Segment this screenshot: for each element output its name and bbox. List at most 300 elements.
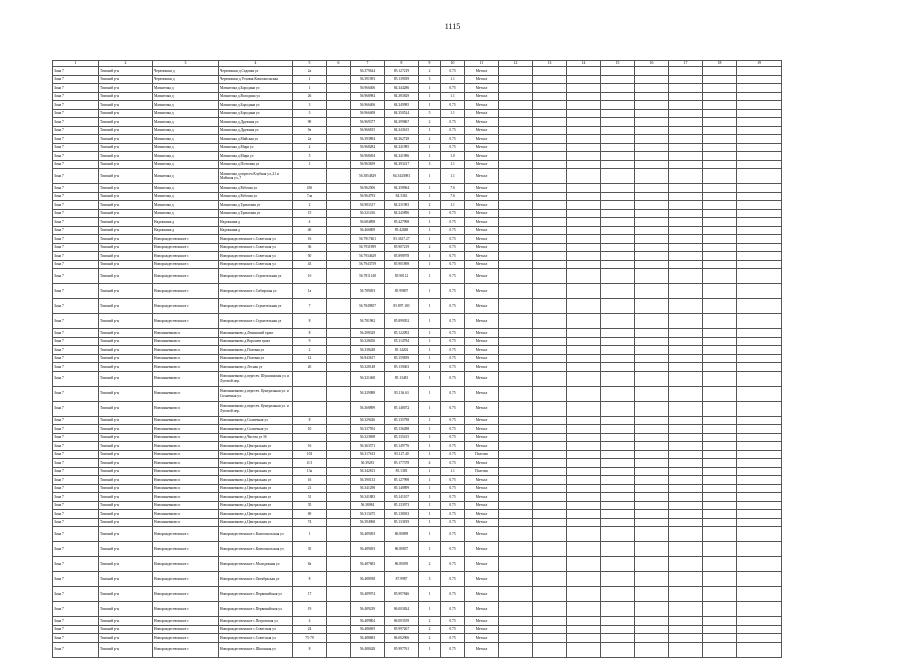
table-cell: Новоиньевково д.Центральная ул	[219, 484, 293, 493]
table-cell	[635, 92, 669, 101]
table-cell: Зона 7	[53, 346, 99, 355]
table-cell: Новорождественское с	[153, 602, 219, 617]
table-cell	[635, 201, 669, 210]
table-cell	[499, 329, 533, 338]
table-cell	[567, 346, 601, 355]
table-cell	[499, 450, 533, 459]
table-cell: Новорождественское с	[153, 617, 219, 626]
table-row	[53, 160, 782, 169]
table-cell	[737, 169, 782, 184]
table-cell: Металл	[465, 542, 499, 557]
table-cell: Зона 7	[53, 501, 99, 510]
table-cell	[669, 284, 703, 299]
table-cell	[533, 135, 567, 144]
table-cell	[533, 572, 567, 587]
table-cell	[737, 467, 782, 476]
table-cell	[327, 299, 351, 314]
table-cell: 56.39281	[351, 459, 385, 468]
table-cell	[533, 510, 567, 519]
table-cell: Зона 7	[53, 572, 99, 587]
table-cell	[601, 493, 635, 502]
table-cell	[327, 152, 351, 161]
table-cell	[669, 218, 703, 227]
table-cell: Новоиньевково п	[153, 501, 219, 510]
table-cell: 85.138033	[385, 510, 419, 519]
table-cell	[499, 260, 533, 269]
table-cell: Металл	[465, 459, 499, 468]
table-cell: Новоиньевково п	[153, 416, 219, 425]
table-cell: 56.486695	[351, 625, 385, 634]
table-cell	[533, 557, 567, 572]
table-cell	[499, 84, 533, 93]
table-cell	[737, 501, 782, 510]
table-cell	[567, 442, 601, 451]
table-cell: 8	[293, 416, 327, 425]
table-cell: 84.341986	[385, 152, 419, 161]
table-cell	[669, 354, 703, 363]
table-cell	[703, 634, 737, 643]
table-row	[53, 84, 782, 93]
table-cell: Черемошки д.Угловая Комсомольская	[219, 75, 293, 84]
table-cell: Зона 7	[53, 92, 99, 101]
table-cell: 84.3363	[385, 192, 419, 201]
table-cell: Томский р-н	[99, 143, 153, 152]
table-cell	[327, 184, 351, 193]
table-cell: 8	[293, 314, 327, 329]
table-cell: Новоиньевково д.Лесная ул	[219, 363, 293, 372]
table-cell	[635, 493, 669, 502]
table-row	[53, 371, 782, 386]
table-cell: Металл	[465, 484, 499, 493]
table-cell: 1	[419, 284, 441, 299]
table-cell: Металл	[465, 329, 499, 338]
table-cell	[635, 299, 669, 314]
table-cell: 56.966406	[351, 84, 385, 93]
table-cell: 0.75	[441, 84, 465, 93]
table-cell: 2а	[293, 135, 327, 144]
table-cell	[567, 284, 601, 299]
table-cell: Томский р-н	[99, 484, 153, 493]
table-cell: 56.489239	[351, 602, 385, 617]
table-cell: Томский р-н	[99, 510, 153, 519]
table-cell: 56.968284	[351, 143, 385, 152]
table-cell	[533, 126, 567, 135]
table-cell	[327, 642, 351, 657]
table-cell	[635, 617, 669, 626]
table-cell	[567, 269, 601, 284]
table-cell	[703, 252, 737, 261]
table-cell: 0.75	[441, 314, 465, 329]
table-cell	[635, 401, 669, 416]
table-cell: Томский р-н	[99, 75, 153, 84]
table-cell	[327, 143, 351, 152]
table-cell: 56.368899	[351, 401, 385, 416]
table-cell	[669, 450, 703, 459]
table-cell	[533, 425, 567, 434]
table-cell	[669, 329, 703, 338]
table-cell	[327, 433, 351, 442]
table-cell	[737, 209, 782, 218]
table-cell	[737, 386, 782, 401]
table-cell	[567, 363, 601, 372]
table-cell	[533, 371, 567, 386]
table-cell	[669, 160, 703, 169]
table-cell: 2	[419, 135, 441, 144]
table-cell	[327, 542, 351, 557]
table-cell: Новорождественское с	[153, 269, 219, 284]
table-cell: Зона 7	[53, 442, 99, 451]
table-cell: 0.75	[441, 118, 465, 127]
table-cell: 7.6	[441, 192, 465, 201]
table-row	[53, 625, 782, 634]
table-row	[53, 476, 782, 485]
table-cell: 85.42848	[385, 226, 419, 235]
table-cell: 1а	[293, 284, 327, 299]
table-cell: 84.344286	[385, 84, 419, 93]
table-cell: 1	[419, 587, 441, 602]
table-cell: 0.75	[441, 329, 465, 338]
table-cell	[737, 602, 782, 617]
table-cell	[601, 346, 635, 355]
table-cell	[533, 67, 567, 76]
table-cell: Новорождественское с	[153, 243, 219, 252]
table-cell	[499, 75, 533, 84]
table-cell: 2	[419, 617, 441, 626]
table-cell	[737, 401, 782, 416]
column-header: 7	[351, 61, 385, 67]
table-cell: 0.75	[441, 527, 465, 542]
table-cell	[533, 75, 567, 84]
table-cell: 75-79	[293, 634, 327, 643]
column-header: 8	[385, 61, 419, 67]
table-cell	[669, 484, 703, 493]
table-cell: Томский р-н	[99, 284, 153, 299]
table-cell: Металл	[465, 363, 499, 372]
table-cell: 0.75	[441, 299, 465, 314]
table-cell	[533, 160, 567, 169]
table-cell: 56.781982	[351, 314, 385, 329]
table-cell	[327, 252, 351, 261]
table-cell	[533, 329, 567, 338]
table-cell: 1	[419, 433, 441, 442]
table-cell: Новоиньевково д.Чистая ул 3б	[219, 433, 293, 442]
table-cell: 2	[419, 625, 441, 634]
table-cell	[327, 101, 351, 110]
table-cell: Новорождественское с.Октябрьская ул	[219, 572, 293, 587]
table-cell	[601, 209, 635, 218]
table-cell: 1	[419, 329, 441, 338]
table-cell: 56.684898	[351, 218, 385, 227]
table-cell: 86.002906	[385, 634, 419, 643]
table-cell: Металл	[465, 493, 499, 502]
table-cell	[737, 557, 782, 572]
table-cell: 0.75	[441, 218, 465, 227]
table-cell: 85.122092	[385, 329, 419, 338]
table-cell	[293, 371, 327, 386]
table-cell	[703, 346, 737, 355]
table-cell	[327, 518, 351, 527]
table-cell	[737, 243, 782, 252]
table-cell	[327, 450, 351, 459]
table-cell: 1	[419, 363, 441, 372]
table-cell: 56.466809	[351, 226, 385, 235]
column-header: 11	[465, 61, 499, 67]
table-cell	[703, 101, 737, 110]
table-cell	[601, 284, 635, 299]
table-cell: Зона 7	[53, 386, 99, 401]
table-cell: 1.1	[441, 201, 465, 210]
table-cell	[499, 314, 533, 329]
table-cell	[533, 625, 567, 634]
table-cell: Зона 7	[53, 235, 99, 244]
table-cell: Зона 7	[53, 269, 99, 284]
table-cell	[327, 169, 351, 184]
table-cell: Новорождественское с.Строительная ул	[219, 314, 293, 329]
table-cell: 40	[293, 226, 327, 235]
table-cell	[703, 184, 737, 193]
table-cell: 84.350524	[385, 109, 419, 118]
table-cell: Металл	[465, 587, 499, 602]
table-cell: 0.75	[441, 510, 465, 519]
table-row	[53, 109, 782, 118]
table-cell	[635, 587, 669, 602]
table-cell	[601, 467, 635, 476]
table-cell: 85.133819	[385, 518, 419, 527]
table-cell: Магнитика д.Дружная ул	[219, 118, 293, 127]
table-row	[53, 542, 782, 557]
table-cell	[635, 218, 669, 227]
table-cell: Зона 7	[53, 314, 99, 329]
table-cell: Новоиньевково п	[153, 386, 219, 401]
table-cell: 56.313475	[351, 510, 385, 519]
table-cell: Новорождественское с	[153, 572, 219, 587]
table-cell: 56.966408	[351, 109, 385, 118]
table-cell: Томский р-н	[99, 337, 153, 346]
table-cell: Новоиньевково п	[153, 425, 219, 434]
table-cell: Томский р-н	[99, 235, 153, 244]
table-cell	[601, 269, 635, 284]
table-cell: 85.3617.27	[385, 235, 419, 244]
table-cell: Зона 7	[53, 226, 99, 235]
table-cell: 1	[419, 354, 441, 363]
table-cell	[703, 416, 737, 425]
table-cell: Томский р-н	[99, 135, 153, 144]
table-cell	[737, 476, 782, 485]
table-cell: 21	[293, 484, 327, 493]
table-cell	[703, 625, 737, 634]
table-cell	[327, 218, 351, 227]
table-cell: 56.317613	[351, 450, 385, 459]
table-cell	[499, 218, 533, 227]
table-cell: 85.90112	[385, 269, 419, 284]
table-cell	[635, 484, 669, 493]
table-cell	[567, 354, 601, 363]
table-row	[53, 634, 782, 643]
column-header: 3	[153, 61, 219, 67]
table-cell	[533, 346, 567, 355]
table-cell	[703, 169, 737, 184]
table-cell	[703, 602, 737, 617]
table-cell: 1	[419, 346, 441, 355]
table-cell: 0.75	[441, 354, 465, 363]
table-cell	[703, 201, 737, 210]
table-cell	[601, 67, 635, 76]
table-cell: 86.003824	[385, 602, 419, 617]
table-cell: Магнитика д	[153, 126, 219, 135]
table-cell: Зона 7	[53, 617, 99, 626]
table-cell	[601, 371, 635, 386]
table-cell: 0.75	[441, 416, 465, 425]
table-cell	[327, 109, 351, 118]
table-cell	[669, 425, 703, 434]
table-cell	[499, 587, 533, 602]
column-header: 12	[499, 61, 533, 67]
table-row	[53, 314, 782, 329]
table-row	[53, 602, 782, 617]
table-cell	[499, 269, 533, 284]
table-cell	[567, 542, 601, 557]
table-cell	[703, 152, 737, 161]
table-cell: Томский р-н	[99, 557, 153, 572]
table-cell	[327, 314, 351, 329]
table-cell	[533, 354, 567, 363]
table-cell	[635, 476, 669, 485]
table-cell: 1	[293, 160, 327, 169]
table-cell: 1	[419, 101, 441, 110]
table-cell	[567, 209, 601, 218]
table-row	[53, 518, 782, 527]
table-cell	[669, 572, 703, 587]
table-cell	[567, 617, 601, 626]
table-cell	[737, 527, 782, 542]
table-cell: Металл	[465, 184, 499, 193]
table-cell: Новорождественское с	[153, 587, 219, 602]
table-row	[53, 337, 782, 346]
table-cell	[737, 329, 782, 338]
table-cell	[703, 118, 737, 127]
table-cell	[499, 416, 533, 425]
table-cell: Томский р-н	[99, 201, 153, 210]
table-cell: 3	[419, 160, 441, 169]
table-cell	[327, 243, 351, 252]
table-cell	[567, 634, 601, 643]
table-cell: Томский р-н	[99, 459, 153, 468]
table-cell	[601, 109, 635, 118]
table-cell: 0.75	[441, 602, 465, 617]
table-cell	[669, 101, 703, 110]
table-cell: Зона 7	[53, 160, 99, 169]
table-cell: Новорождественское с	[153, 314, 219, 329]
table-cell: Томский р-н	[99, 109, 153, 118]
table-cell: Новоиньевково д.Ворошев тракт	[219, 337, 293, 346]
table-cell	[327, 467, 351, 476]
table-cell	[635, 75, 669, 84]
table-cell	[737, 346, 782, 355]
table-cell: Новоиньевково д.Солнечная ул	[219, 416, 293, 425]
table-cell: Томский р-н	[99, 450, 153, 459]
table-cell	[601, 299, 635, 314]
table-cell	[533, 587, 567, 602]
table-cell: 9а	[293, 126, 327, 135]
table-cell	[567, 101, 601, 110]
table-cell	[669, 201, 703, 210]
table-cell: Металл	[465, 143, 499, 152]
table-cell	[327, 371, 351, 386]
table-cell	[669, 493, 703, 502]
table-cell: Металл	[465, 354, 499, 363]
table-cell: Томский р-н	[99, 84, 153, 93]
table-row	[53, 135, 782, 144]
table-cell	[737, 425, 782, 434]
column-header: 4	[219, 61, 293, 67]
table-cell: Зона 7	[53, 354, 99, 363]
table-cell: Зона 7	[53, 363, 99, 372]
table-cell: Зона 7	[53, 209, 99, 218]
table-cell: Надежкина д	[219, 218, 293, 227]
table-cell: Магнитика д	[153, 92, 219, 101]
table-cell: 85.159839	[385, 354, 419, 363]
table-cell: Металл	[465, 226, 499, 235]
table-cell: 5	[293, 152, 327, 161]
table-cell: 26	[293, 92, 327, 101]
table-cell	[703, 572, 737, 587]
table-cell: 0.75	[441, 557, 465, 572]
table-cell: Зона 7	[53, 425, 99, 434]
table-cell: Томский р-н	[99, 169, 153, 184]
table-cell: Томский р-н	[99, 371, 153, 386]
table-row	[53, 425, 782, 434]
table-cell: 90	[293, 118, 327, 127]
table-cell: 2	[293, 346, 327, 355]
table-row	[53, 101, 782, 110]
table-row	[53, 226, 782, 235]
table-cell	[499, 642, 533, 657]
table-cell	[635, 542, 669, 557]
table-cell: Магнитика д.Майская ул	[219, 135, 293, 144]
table-cell: 85.136.63	[385, 386, 419, 401]
table-cell	[669, 416, 703, 425]
table-cell	[499, 386, 533, 401]
table-row	[53, 126, 782, 135]
table-cell: 1	[419, 269, 441, 284]
table-cell	[737, 126, 782, 135]
table-cell	[327, 84, 351, 93]
table-cell	[567, 226, 601, 235]
table-cell: 56.363371	[351, 442, 385, 451]
table-cell: Магнитика д	[153, 192, 219, 201]
table-cell	[669, 337, 703, 346]
table-cell: Зона 7	[53, 299, 99, 314]
table-cell	[635, 235, 669, 244]
table-cell	[533, 337, 567, 346]
table-cell: 56.342813	[351, 467, 385, 476]
table-cell: 3	[293, 101, 327, 110]
table-cell: 0.75	[441, 493, 465, 502]
table-cell	[737, 634, 782, 643]
table-cell: 56.789493	[351, 284, 385, 299]
table-cell	[737, 442, 782, 451]
table-cell: Металл	[465, 617, 499, 626]
table-cell	[669, 617, 703, 626]
table-cell: Томский р-н	[99, 572, 153, 587]
table-cell	[669, 299, 703, 314]
table-cell	[669, 587, 703, 602]
table-cell: 1	[419, 493, 441, 502]
table-cell	[499, 160, 533, 169]
table-cell: Новоиньевково д.Центральная ул	[219, 459, 293, 468]
table-cell	[533, 501, 567, 510]
table-row	[53, 484, 782, 493]
